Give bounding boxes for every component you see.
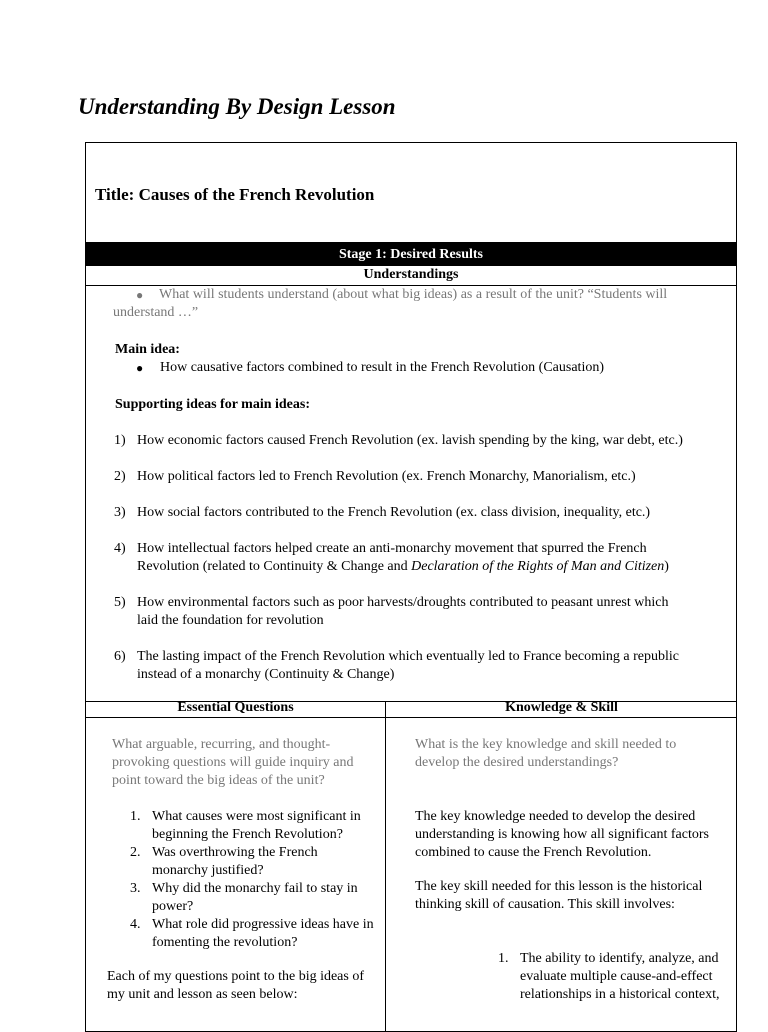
column-divider: [385, 701, 386, 1031]
supporting-idea-5-line1: How environmental factors such as poor harvests/droughts contributed to peasant unrest which: [137, 595, 669, 610]
bullet-icon: ●: [136, 361, 144, 375]
essential-question-3: Why did the monarchy fail to stay in power?: [152, 881, 358, 914]
supporting-idea-2: How political factors led to French Revolution (ex. French Monarchy, Manorialism, etc.): [137, 469, 636, 484]
supporting-idea-1: How economic factors caused French Revolution (ex. lavish spending by the king, war debt, etc.): [137, 433, 683, 448]
supporting-num: 4): [114, 541, 126, 556]
supporting-idea-4-line1: How intellectual factors helped create an anti-monarchy movement that spurred the French: [137, 541, 647, 556]
supporting-idea-4-line2: Revolution (related to Continuity & Change and Declaration of the Rights of Man and Citizen): [137, 559, 669, 574]
supporting-num: 2): [114, 469, 126, 484]
supporting-idea-5-line2: laid the foundation for revolution: [137, 613, 324, 628]
question-num: 1.: [130, 809, 141, 824]
supporting-num: 3): [114, 505, 126, 520]
essential-questions-prompt: What arguable, recurring, and thought-provoking questions will guide inquiry and point toward the big ideas of the unit?: [112, 737, 354, 788]
divider: [85, 717, 737, 718]
document-heading: Understanding By Design Lesson: [78, 94, 396, 119]
main-idea-label: Main idea:: [115, 342, 180, 357]
question-num: 3.: [130, 881, 141, 896]
knowledge-skill-prompt: What is the key knowledge and skill needed to develop the desired understandings?: [415, 737, 677, 770]
understandings-label: Understandings: [85, 266, 737, 286]
supporting-num: 5): [114, 595, 126, 610]
main-idea-text: How causative factors combined to result in the French Revolution (Causation): [160, 360, 605, 375]
supporting-idea-6-line2: instead of a monarchy (Continuity & Change): [137, 667, 395, 682]
supporting-idea-6-line1: The lasting impact of the French Revolution which eventually led to France becoming a republic: [137, 649, 679, 664]
essential-question-4: What role did progressive ideas have in fomenting the revolution?: [152, 917, 374, 950]
essential-questions-closing: Each of my questions point to the big ideas of my unit and lesson as seen below:: [107, 969, 365, 1002]
document-title-italic: Declaration of the Rights of Man and Citizen: [411, 559, 665, 574]
key-knowledge-text: The key knowledge needed to develop the desired understanding is knowing how all significant factors combined to cause the French Revolution.: [415, 809, 709, 860]
key-skill-text: The key skill needed for this lesson is the historical thinking skill of causation. This skill involves:: [415, 879, 703, 912]
question-num: 4.: [130, 917, 141, 932]
supporting-num: 6): [114, 649, 126, 664]
essential-questions-header: Essential Questions: [177, 700, 294, 715]
question-num: 2.: [130, 845, 141, 860]
lesson-title: Title: Causes of the French Revolution: [95, 185, 375, 204]
essential-question-2: Was overthrowing the French monarchy justified?: [152, 845, 318, 878]
supporting-num: 1): [114, 433, 126, 448]
essential-question-1: What causes were most significant in beginning the French Revolution?: [152, 809, 361, 842]
knowledge-skill-header: Knowledge & Skill: [505, 700, 618, 715]
skill-item-1: The ability to identify, analyze, and evaluate multiple cause-and-effect relationships in a historical context,: [520, 951, 720, 1002]
skill-num: 1.: [498, 951, 509, 966]
stage1-banner: Stage 1: Desired Results: [85, 242, 737, 266]
supporting-ideas-label: Supporting ideas for main ideas:: [115, 397, 310, 412]
understandings-prompt: What will students understand (about what big ideas) as a result of the unit? “Students will understand …”: [113, 287, 668, 320]
bullet-icon: ●: [136, 288, 144, 302]
supporting-idea-3: How social factors contributed to the French Revolution (ex. class division, inequality, etc.): [137, 505, 651, 520]
